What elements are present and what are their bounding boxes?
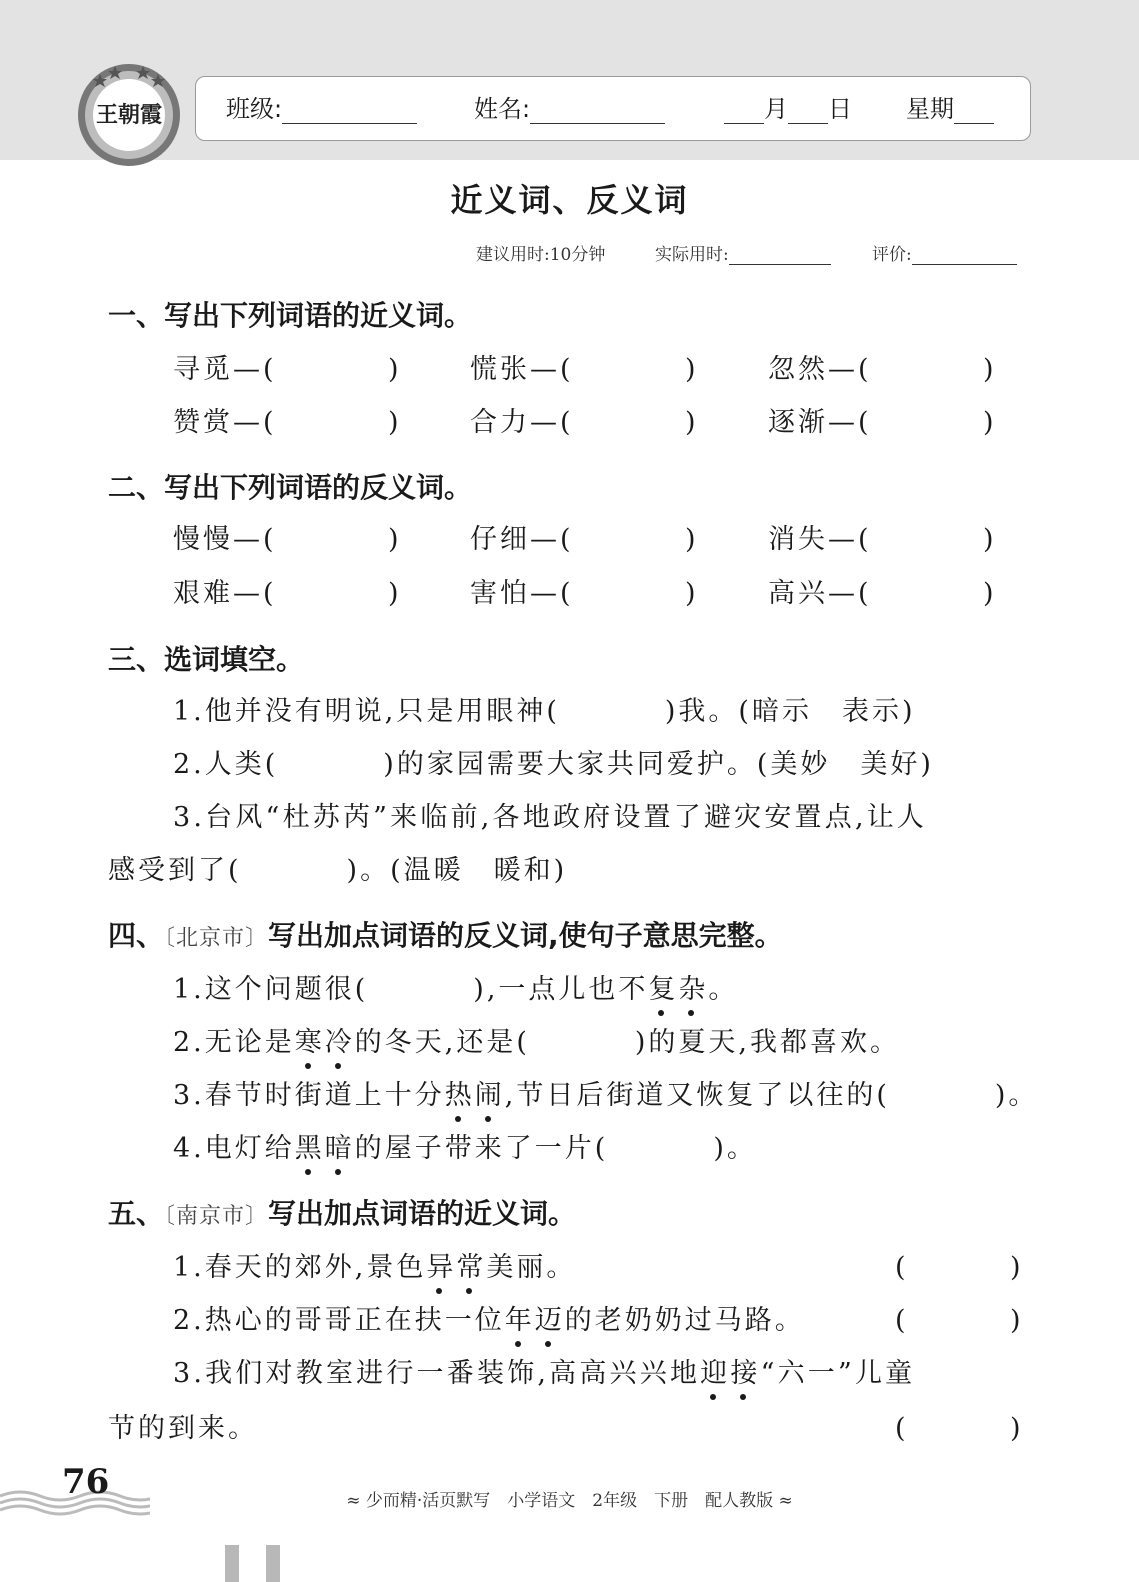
emphasis-char: 闹 <box>475 1078 505 1114</box>
question-line[interactable]: 1.春天的郊外,景色异常美丽。 <box>173 1250 576 1286</box>
answer-paren-close: ) <box>1010 1252 1024 1283</box>
section5-heading: 五、〔南京市〕写出加点词语的近义词。 <box>108 1197 577 1230</box>
word-item[interactable]: 慌张—( ) <box>470 354 699 385</box>
emphasis-char: 寒 <box>295 1025 325 1061</box>
emphasis-char: 热 <box>445 1078 475 1114</box>
question-line[interactable]: 1.他并没有明说,只是用眼神( )我。(暗示 表示) <box>173 696 916 727</box>
emphasis-char: 杂 <box>678 972 708 1008</box>
answer-paren-open[interactable]: ( <box>895 1252 909 1283</box>
question-line[interactable]: 3.春节时街道上十分热闹,节日后街道又恢复了以往的( )。 <box>173 1078 1038 1114</box>
region-tag: 〔北京市〕 <box>164 926 269 951</box>
word-item[interactable]: 消失—( ) <box>768 524 997 555</box>
rating-blank[interactable] <box>912 246 1017 265</box>
emphasis-char: 常 <box>456 1250 486 1286</box>
question-line[interactable]: 感受到了( )。(温暖 暖和) <box>108 855 568 886</box>
section3-heading: 三、选词填空。 <box>108 643 305 676</box>
region-tag: 〔南京市〕 <box>164 1204 269 1229</box>
name-label: 姓名: <box>474 95 531 123</box>
word-item[interactable]: 赞赏—( ) <box>173 407 402 438</box>
emphasis-char: 接 <box>730 1356 760 1392</box>
dotted-word <box>295 1027 355 1058</box>
rating-label: 评价: <box>872 245 912 265</box>
month-blank[interactable] <box>724 99 764 124</box>
student-info-box <box>195 76 1031 141</box>
emphasis-char: 迎 <box>700 1356 730 1392</box>
emphasis-char: 迈 <box>535 1303 565 1339</box>
page-title: 近义词、反义词 <box>450 181 689 219</box>
word-item[interactable]: 害怕—( ) <box>470 578 699 609</box>
name-blank[interactable] <box>530 99 665 124</box>
footer-text: ≈ 少而精·活页默写 小学语文 2年级 下册 配人教版 ≈ <box>346 1491 793 1511</box>
question-line[interactable]: 4.电灯给黑暗的屋子带来了一片( )。 <box>173 1131 757 1167</box>
weekday-field[interactable] <box>906 94 994 124</box>
word-item[interactable]: 寻觅—( ) <box>173 354 402 385</box>
section4-heading: 四、〔北京市〕写出加点词语的反义词,使句子意思完整。 <box>108 919 783 952</box>
word-item[interactable]: 高兴—( ) <box>768 578 997 609</box>
question-line[interactable]: 1.这个问题很( ),一点儿也不复杂。 <box>173 972 738 1008</box>
emphasis-char: 年 <box>505 1303 535 1339</box>
logo-emblem <box>76 62 182 168</box>
actual-time-label: 实际用时: <box>655 245 729 265</box>
actual-time-field[interactable] <box>655 240 831 265</box>
rating-field[interactable] <box>872 240 1017 265</box>
word-item[interactable]: 艰难—( ) <box>173 578 402 609</box>
binding-mark <box>266 1545 280 1582</box>
week-blank[interactable] <box>954 99 994 124</box>
question-line[interactable]: 3.台风“杜苏芮”来临前,各地政府设置了避灾安置点,让人 <box>173 802 928 833</box>
dotted-word <box>700 1358 760 1389</box>
word-item[interactable]: 合力—( ) <box>470 407 699 438</box>
class-field[interactable] <box>226 94 417 124</box>
month-label: 月 <box>764 95 788 123</box>
question-line[interactable]: 3.我们对教室进行一番装饰,高高兴兴地迎接“六一”儿童 <box>173 1356 915 1392</box>
question-line[interactable]: 节的到来。 <box>108 1413 258 1444</box>
dotted-word <box>648 974 708 1005</box>
dotted-word <box>445 1080 505 1111</box>
answer-paren-close: ) <box>1010 1305 1024 1336</box>
emphasis-char: 黑 <box>295 1131 325 1167</box>
date-field[interactable] <box>724 94 852 124</box>
emphasis-char: 冷 <box>325 1025 355 1061</box>
week-label: 星期 <box>906 95 954 123</box>
emphasis-char: 异 <box>426 1250 456 1286</box>
name-field[interactable] <box>474 94 665 124</box>
answer-paren-close: ) <box>1010 1413 1024 1444</box>
section2-heading: 二、写出下列词语的反义词。 <box>108 471 473 504</box>
answer-paren-open[interactable]: ( <box>895 1413 909 1444</box>
page-number: 76 <box>62 1462 110 1502</box>
emphasis-char: 暗 <box>325 1131 355 1167</box>
word-item[interactable]: 慢慢—( ) <box>173 524 402 555</box>
question-line[interactable]: 2.人类( )的家园需要大家共同爱护。(美妙 美好) <box>173 749 934 780</box>
day-label: 日 <box>828 95 852 123</box>
answer-paren-open[interactable]: ( <box>895 1305 909 1336</box>
dotted-word <box>426 1252 486 1283</box>
section1-heading: 一、写出下列词语的近义词。 <box>108 299 473 332</box>
logo-text: 王朝霞 <box>95 102 163 128</box>
class-blank[interactable] <box>282 99 417 124</box>
word-item[interactable]: 忽然—( ) <box>768 354 997 385</box>
binding-mark <box>225 1545 239 1582</box>
class-label: 班级: <box>226 95 283 123</box>
word-item[interactable]: 仔细—( ) <box>470 524 699 555</box>
emphasis-char: 复 <box>648 972 678 1008</box>
day-blank[interactable] <box>788 99 828 124</box>
suggested-time: 建议用时:10分钟 <box>476 245 606 265</box>
question-line[interactable]: 2.无论是寒冷的冬天,还是( )的夏天,我都喜欢。 <box>173 1025 900 1061</box>
actual-time-blank[interactable] <box>729 246 831 265</box>
question-line[interactable]: 2.热心的哥哥正在扶一位年迈的老奶奶过马路。 <box>173 1303 805 1339</box>
dotted-word <box>295 1133 355 1164</box>
word-item[interactable]: 逐渐—( ) <box>768 407 997 438</box>
dotted-word <box>505 1305 565 1336</box>
